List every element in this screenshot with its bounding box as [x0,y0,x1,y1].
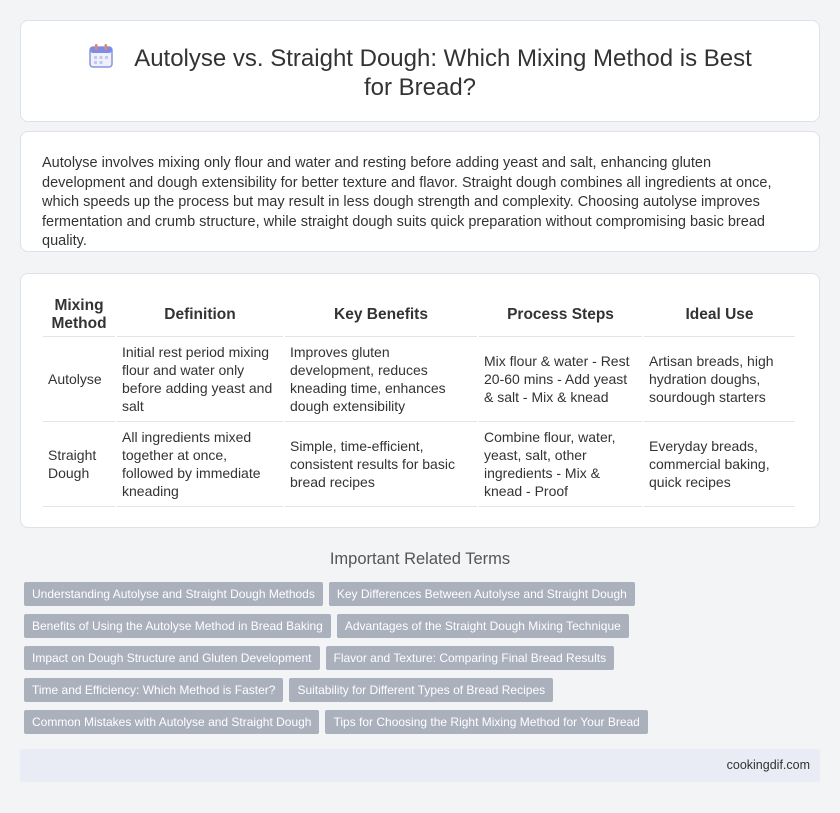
title-card [20,20,820,122]
cell-definition: All ingredients mixed together at once, followed by immediate kneading [117,422,283,507]
cell-method: Autolyse [43,337,115,422]
footer [20,749,820,782]
cell-ideal-use: Everyday breads, commercial baking, quick recipes [644,422,795,507]
related-tag[interactable]: Key Differences Between Autolyse and Straight Dough [329,582,635,606]
cell-benefits: Improves gluten development, reduces kneading time, enhances dough extensibility [285,337,477,422]
header-definition: Definition [117,293,283,337]
page-title-wrap [21,43,819,102]
related-tag[interactable]: Benefits of Using the Autolyse Method in Bread Baking [24,614,331,638]
related-tag[interactable]: Suitability for Different Types of Bread Recipes [289,678,553,702]
comparison-table [41,293,797,507]
related-terms-title: Important Related Terms [329,550,511,568]
cell-method: Straight Dough [43,422,115,507]
related-tag[interactable]: Advantages of the Straight Dough Mixing Technique [337,614,629,638]
cell-benefits: Simple, time-efficient, consistent results for basic bread recipes [285,422,477,507]
header-key-benefits: Key Benefits [285,293,477,337]
table-row [43,337,795,422]
header-ideal-use: Ideal Use [644,293,795,337]
intro-text: Autolyse involves mixing only flour and water and resting before adding yeast and salt, enhancing gluten development and dough extensibility for better texture and flavor. Straight dough combines all ingredients at once, which speeds up the process but may result in less dough strength and complexity. Choosing autolyse improves fermentation and crumb structure, while straight dough suits quick preparation without compromising basic bread quality. [42,155,772,249]
header-mixing-method: Mixing Method [43,293,115,337]
related-tag[interactable]: Common Mistakes with Autolyse and Straight Dough [24,710,319,734]
related-tag[interactable]: Time and Efficiency: Which Method is Faster? [24,678,283,702]
related-tag[interactable]: Impact on Dough Structure and Gluten Development [24,646,320,670]
cell-definition: Initial rest period mixing flour and water only before adding yeast and salt [117,337,283,422]
table-header-row [43,293,795,337]
comparison-table-card [20,273,820,528]
related-tag[interactable]: Understanding Autolyse and Straight Dough Methods [24,582,323,606]
cell-ideal-use: Artisan breads, high hydration doughs, sourdough starters [644,337,795,422]
table-row [43,422,795,507]
related-tag[interactable]: Flavor and Texture: Comparing Final Bread Results [326,646,615,670]
cell-steps: Mix flour & water - Rest 20-60 mins - Add yeast & salt - Mix & knead [479,337,642,422]
header-process-steps: Process Steps [479,293,642,337]
calendar-icon [88,43,114,69]
related-tags [24,582,824,742]
intro-card [20,131,820,252]
related-tag[interactable]: Tips for Choosing the Right Mixing Method for Your Bread [325,710,647,734]
cell-steps: Combine flour, water, yeast, salt, other ingredients - Mix & knead - Proof [479,422,642,507]
page-title: Autolyse vs. Straight Dough: Which Mixing Method is Best for Bread? [134,45,752,101]
footer-site-link[interactable]: cookingdif.com [726,758,810,772]
